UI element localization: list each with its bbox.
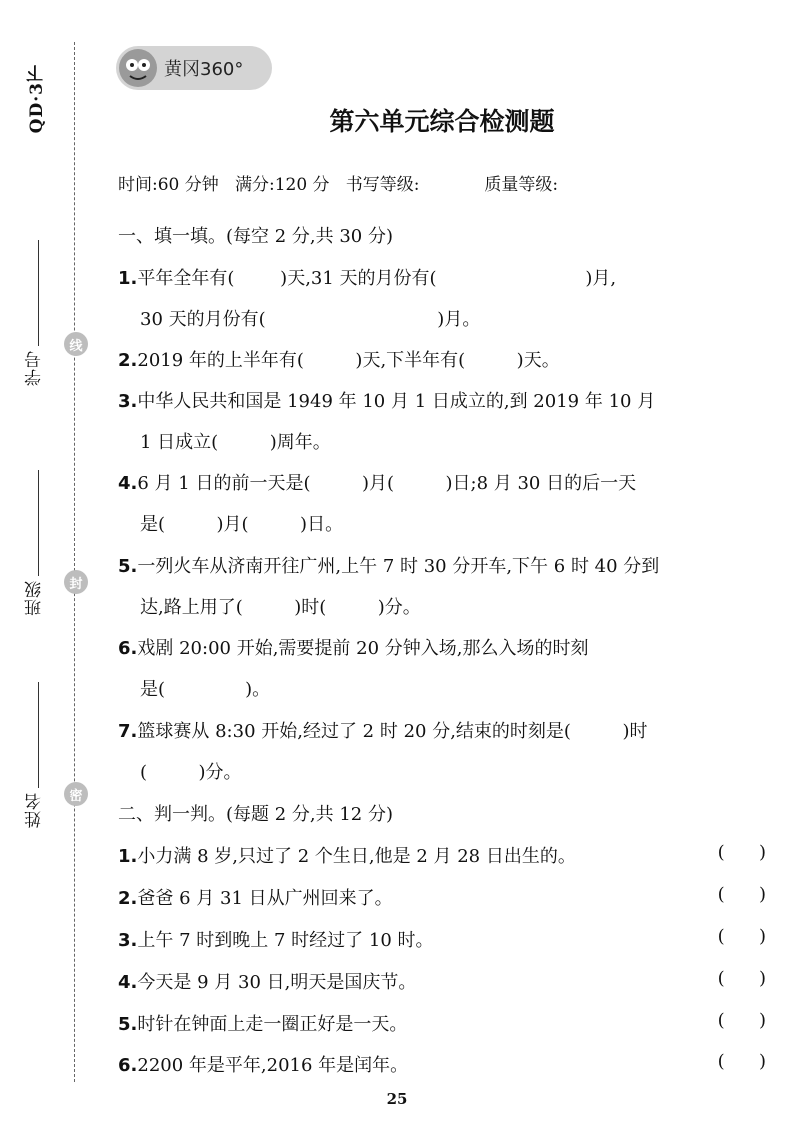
question-line: 6.戏剧 20:00 开始,需要提前 20 分钟入场,那么入场的时刻 [118,638,589,659]
class-line [38,470,39,576]
question-line: 7.篮球赛从 8:30 开始,经过了 2 时 20 分,结束的时刻是( )时 [118,721,648,742]
question-line: 1.平年全年有( )天,31 天的月份有( )月, [118,268,617,289]
section-1-heading: 一、填一填。(每空 2 分,共 30 分) [118,226,394,247]
question-line: 是( )。 [140,679,271,700]
judge-item: 6.2200 年是平年,2016 年是闰年。 [118,1055,409,1076]
question-line: 达,路上用了( )时( )分。 [140,597,421,618]
student-number-label: 学号 [25,350,45,386]
answer-paren[interactable]: ( ) [717,1051,766,1072]
answer-paren[interactable]: ( ) [717,884,766,905]
page-number: 25 [386,1090,408,1108]
exam-meta: 时间:60 分钟 满分:120 分 书写等级: 质量等级: [118,175,559,195]
question-line: 是( )月( )日。 [140,514,344,535]
page-title: 第六单元综合检测题 [329,107,555,136]
question-line: 4.6 月 1 日的前一天是( )月( )日;8 月 30 日的后一天 [118,473,637,494]
brand-badge [116,46,272,90]
brand-logo-icon [118,48,158,88]
class-label: 班级 [25,580,45,616]
seal-mi: 密 [64,782,88,806]
question-line: 30 天的月份有( )月。 [140,309,481,330]
question-line: 2.2019 年的上半年有( )天,下半年有( )天。 [118,350,560,371]
judge-item: 2.爸爸 6 月 31 日从广州回来了。 [118,888,393,909]
question-line: 5.一列火车从济南开往广州,上午 7 时 30 分开车,下午 6 时 40 分到 [118,556,660,577]
judge-item: 5.时针在钟面上走一圈正好是一天。 [118,1014,408,1035]
judge-item: 3.上午 7 时到晚上 7 时经过了 10 时。 [118,930,434,951]
name-label: 姓名 [25,792,45,828]
book-code: QD·3下 [27,64,47,134]
binding-dashed-line [74,42,75,1082]
question-line: 1 日成立( )周年。 [140,432,331,453]
name-line [38,682,39,788]
student-number-line [38,240,39,346]
brand-name: 黄冈360° [164,59,244,80]
seal-feng: 封 [64,570,88,594]
answer-paren[interactable]: ( ) [717,968,766,989]
question-line: 3.中华人民共和国是 1949 年 10 月 1 日成立的,到 2019 年 10 月 [118,391,656,412]
section-2-heading: 二、判一判。(每题 2 分,共 12 分) [118,804,394,825]
judge-item: 1.小力满 8 岁,只过了 2 个生日,他是 2 月 28 日出生的。 [118,846,576,867]
question-line: ( )分。 [140,762,242,783]
answer-paren[interactable]: ( ) [717,926,766,947]
answer-paren[interactable]: ( ) [717,842,766,863]
answer-paren[interactable]: ( ) [717,1010,766,1031]
seal-xian: 线 [64,332,88,356]
judge-item: 4.今天是 9 月 30 日,明天是国庆节。 [118,972,417,993]
